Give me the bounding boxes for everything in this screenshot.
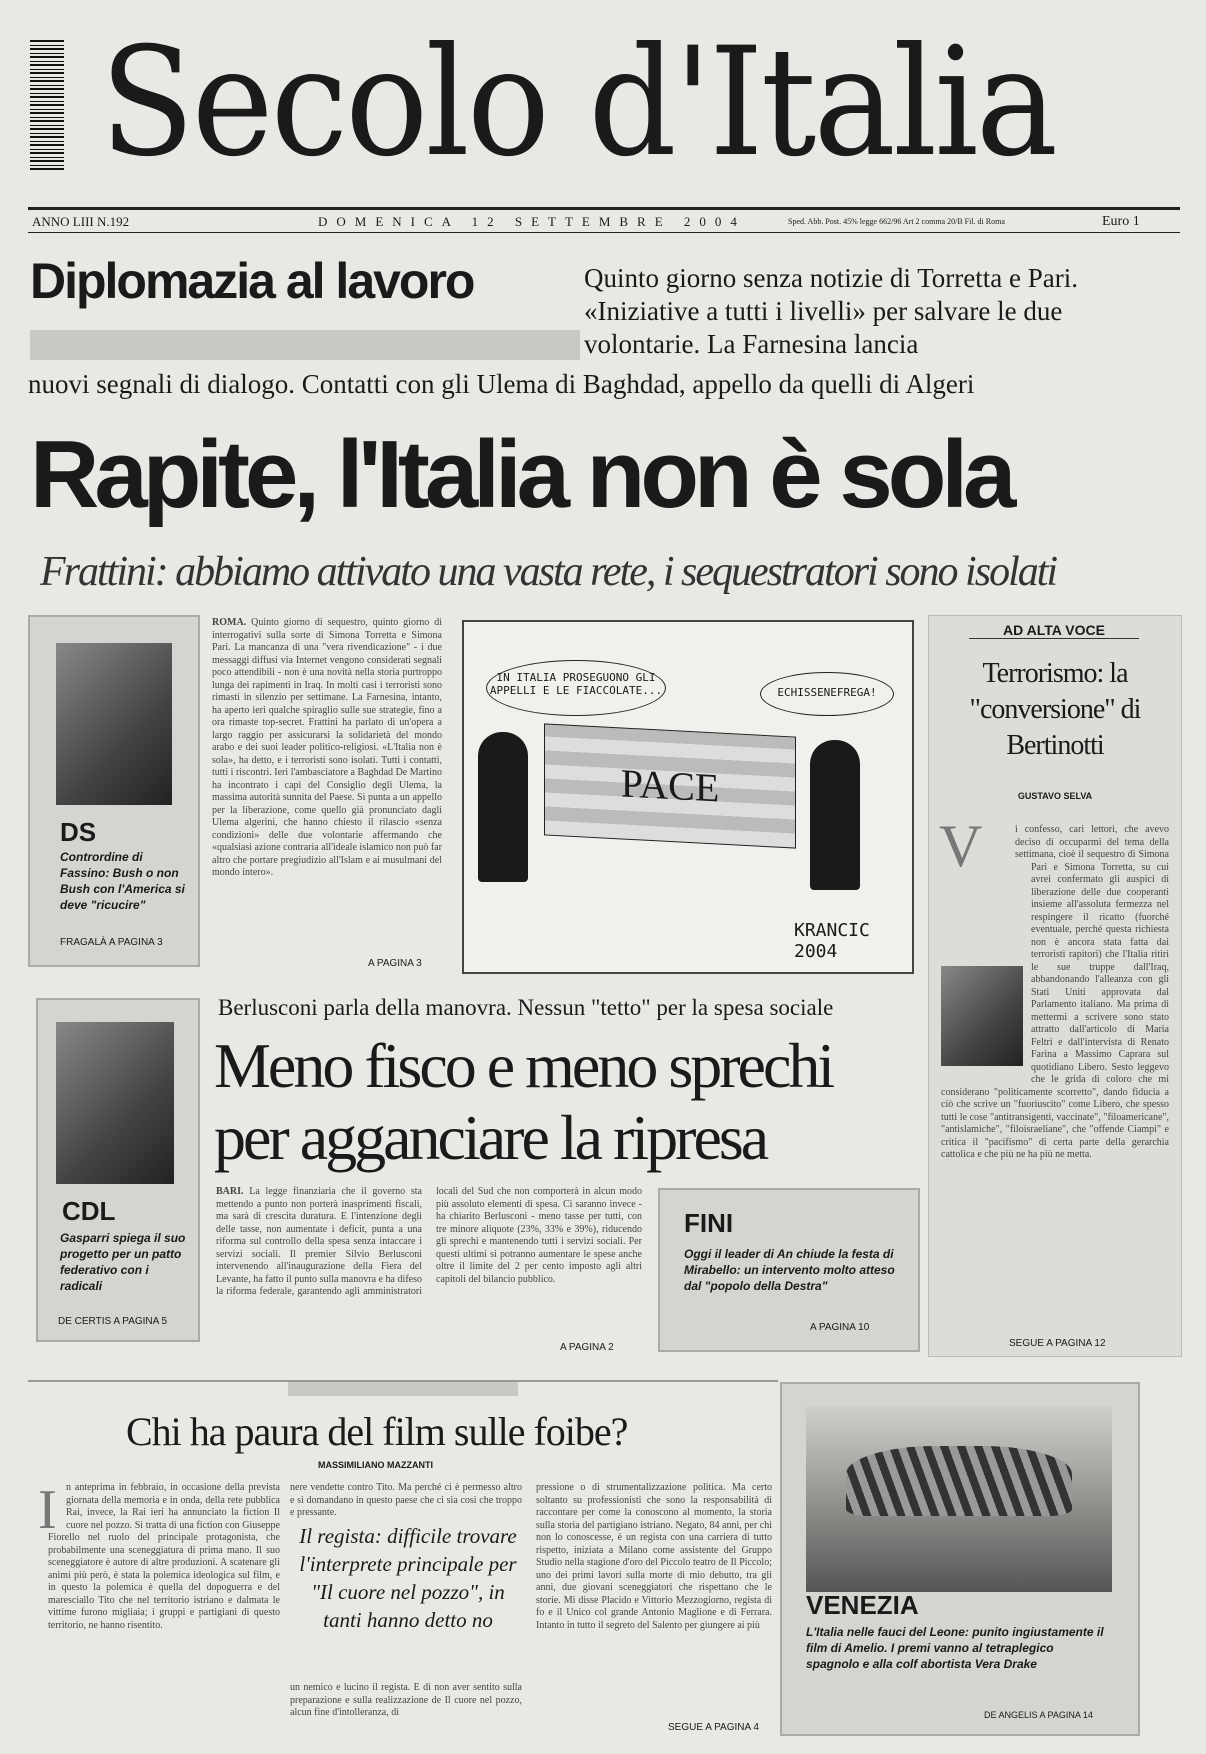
foibe-title: Chi ha paura del film sulle foibe? [126,1409,628,1454]
fini-box[interactable] [658,1188,920,1352]
lead-headline: Rapite, l'Italia non è sola [30,421,1012,528]
cdl-title: CDL [62,1196,116,1226]
opinion-body [941,824,1169,1329]
lead-page-ref: A PAGINA 3 [368,958,422,969]
fini-title: FINI [684,1208,734,1238]
foibe-grey-band [288,1382,518,1396]
speech-bubble-right: ECHISSENEFREGA! [760,672,894,716]
postal-info: Sped. Abb. Post. 45% legge 662/96 Art 2 comma 20/B Fil. di Roma [788,217,1005,226]
terrorist-left-figure [478,732,528,882]
lead-kicker-text-2: nuovi segnali di dialogo. Contatti con gli Ulema di Baghdad, appello da quelli di Algeri [28,369,975,399]
second-headline-1: Meno fisco e meno sprechi [214,1030,833,1101]
lead-kicker: Diplomazia al lavoro [30,253,474,309]
venezia-page-ref: DE ANGELIS A PAGINA 14 [984,1710,1093,1720]
second-article-body [216,1186,642,1354]
masthead-title: Secolo d'Italia [100,16,1056,190]
venezia-box[interactable] [780,1382,1140,1736]
venezia-title: VENEZIA [806,1590,919,1620]
venezia-text: L'Italia nelle fauci del Leone: punito ingiustamente il film di Amelio. I premi vanno al tetraplegico spagnolo e alla colf abortista Vera Drake [806,1625,1104,1671]
cdl-box[interactable] [36,998,200,1342]
opinion-title: Terrorismo: la "conversione" di Bertinotti [969,658,1141,761]
fini-text: Oggi il leader di An chiude la festa di Mirabello: un intervento molto atteso dal "popolo della Destra" [684,1247,895,1293]
opinion-label: AD ALTA VOCE [969,622,1139,639]
foibe-pull-quote: Il regista: difficile trovare l'interprete principale per "Il cuore nel pozzo", in tanti hanno detto no [299,1524,517,1632]
foibe-page-ref: SEGUE A PAGINA 4 [668,1722,759,1733]
peace-banner-text: PACE [620,760,720,811]
lead-article-body [212,617,442,952]
lead-body-text: Quinto giorno di sequestro, quinto giorno di interrogativi sulla sorte di Simona Torretta e Simona Pari. La mancanza di una "vera rivendicazione" - i due messaggi diffusi via Internet vengono considerati segnali poco attendibili - non è una novità nella storia purtroppo lunga dei rapimenti in Iraq. In molti casi i terroristi sono rimasti in silenzio per settimane. La Farnesina, intanto, ha aperto ieri qualche spiraglio sulle sue strategie, fino a ora rimaste top-secret. Frattini ha parlato di un'opera a largo raggio per assicurarsi la solidarietà del mondo arabo e dei suoi leader politico-religiosi. «L'Italia non è sola», ha detto, e i terroristi sono isolati. Tutti i contatti, tutti i riscontri. Ieri l'ambasciatore a Baghdad De Martino ha incontrato i capi del Consiglio degli Ulema, la massima autorità sunnita del Paese. Si punta a un appello per la liberazione, come quello già pronunciato dagli Ulema algerini, che hanno chiesto il rilascio «senza condizioni» delle due volontarie affermando che «qualsiasi azione contraria all'ideale islamico non può far altro che portare pregiudizio all'Islam e ai musulmani del mondo intero». [212,617,442,878]
opinion-page-ref: SEGUE A PAGINA 12 [1009,1338,1106,1349]
second-dateline: BARI. [216,1186,244,1197]
cartoon-signature: KRANCIC 2004 [794,920,870,962]
second-body-text: La legge finanziaria che il governo sta mettendo a punto non porterà inasprimenti fiscali, ma sarà di crescita duratura. E l'intenzione degli delle tasse, non aumentate i deficit, punta a una riforma sul controllo della spesa senza intaccare i servizi sociali. Il premier Silvio Berlusconi intervenendo all'inaugurazione della Fiera del Levante, ha fatto il punto sulla manovra e ha difeso la riforma federale, garantendo agli amministratori locali del Sud che non comporterà in alcun modo più assoluto elementi di spesa. Ci saranno invece - ha chiarito Berlusconi - meno tasse per tutti, con tre minore aliquote (23%, 33% e 39%), riducendo gli sprechi e mantenendo tutti i servizi sociali. Per questi ultimi si potranno aumentare le spese anche oltre il limite del 2 per cento imposto agli altri capitoli del bilancio pubblico. [216,1186,642,1297]
foibe-col-1-text: n anteprima in febbraio, in occasione della prevista giornata della memoria e in onda, della rete pubblica Rai, invece, la Rai ieri ha annunciato la fiction Il cuore nel pozzo. Si tratta di una fiction con Giuseppe Fiorello nel ruolo del principale protagonista, che probabilmente una sceneggiatura di prima mano. Il suo sceneggiatore è autore di altre produzioni. A scatenare gli animi più però, è stata la polemica ideologica sul film, e in questo la polemica è quella del dopoguerra e del maresciallo Tito che nel territorio istriano e dalmata le vittime furono migliaia; i gruppi e partigiani di questo territorio, ne hanno risentito. [48,1482,280,1631]
foibe-col-2: nere vendette contro Tito. Ma perché ci è permesso altro e si domandano in questo paese che ci sia così che troppo e pressante. [290,1482,522,1518]
ds-box[interactable] [28,615,200,967]
cdl-text: Gasparri spiega il suo progetto per un patto federativo con i radicali [60,1231,186,1293]
barcode [30,40,64,170]
opinion-dropcap: V [939,813,983,879]
second-page-ref: A PAGINA 2 [560,1342,614,1353]
issue-number: ANNO LIII N.192 [32,214,130,229]
cdl-page-ref: DE CERTIS A PAGINA 5 [58,1316,168,1327]
venezia-lion-photo [806,1406,1112,1592]
ds-text: Contrordine di Fassino: Bush o non Bush con l'America si deve "ricucire" [60,850,185,912]
lead-dateline: ROMA. [212,617,247,628]
foibe-author: MASSIMILIANO MAZZANTI [318,1460,433,1470]
dropcap-spacer [48,1482,66,1526]
opinion-author: GUSTAVO SELVA [1017,791,1093,801]
dropcap-spacer [941,824,1015,864]
lead-kicker-text: Quinto giorno senza notizie di Torretta e Pari. «Iniziative a tutti i livelli» per salvare le due volontarie. La Farnesina lancia [584,263,1078,359]
opinion-body-text: i confesso, cari lettori, che avevo deciso di occuparmi del tema della settimana, cioè il sequestro di Simona Pari e Simona Torretta, su cui avrei confermato gli auspici di liberazione delle due cooperanti insieme all'assoluta fermezza nel respingere il ricatto (fuorché eventuale, perché questa richiesta non è ancora stata fatta dai terroristi rapitori) che l'Italia ritiri le sue truppe dall'Iraq, abbandonando l'alleanza con gli Stati Uniti approvata dal Parlamento italiano. Ma prima di mettermi a scrivere sono stato attratto dall'articolo di Maria Feltri e dall'intervista di Renato Farina a Massimo Caprara sul quotidiano Libero. Sesto leggevo che le grida di coloro che mi considerano "politicamente scorretto", dando fiducia a ciò che scrive un "fuoriuscito" come Libero, che spesso tutti le cose "antitransigenti, vaccinate", "filoamericane", "antislamiche", "filoisraeliane", che "offende Ciampi" e critica il "pacifismo" di certa parte della gerarchia cattolica e che più ne ha più ne metta. [941,824,1169,1160]
foibe-col-1 [48,1482,280,1732]
foibe-col-3: pressione o di strumentalizzazione politica. Ma certo soltanto su professionisti che sono la responsabilità di raccontare per come la conoscono al momento, la storia sulla storia del partigiano istriano. Negato, 84 anni, per chi non lo conoscesse, è un regista con una carriera di tutto rispetto, iniziata a Milano come assistente del Gruppo Studio nella stagione d'oro del Piccolo teatro de Il Piccolo; uno dei primi lavori sulla morte di mio debutto, tra gli anni, due giovani sceneggiatori che rispettano che le storie. Mi disse Placido e Vittorio Mezzogiorno, regista di fo e il Unico col grande Antonio Maglione e di Ferrara. Intanto in tutto il segreto del Salento per giungere ai più [536,1482,772,1631]
cartoon [462,620,914,974]
second-headline-2: per agganciare la ripresa [214,1102,767,1173]
speech-bubble-left: IN ITALIA PROSEGUONO GLI APPELLI E LE FIACCOLATE... [486,660,666,716]
opinion-column [928,615,1182,1357]
peace-banner [544,723,796,848]
fassino-photo [56,643,172,805]
ds-page-ref: FRAGALÀ A PAGINA 3 [60,937,163,948]
issue-date: DOMENICA 12 SETTEMBRE 2004 [318,214,746,229]
foibe-col-2-tail: un nemico e lucino il regista. E di non aver sentito sulla preparazione e sulla realizzazione de Il cuore nel pozzo, alcun fine d'intolleranza, di [290,1682,522,1718]
lead-subhead: Frattini: abbiamo attivato una vasta rete, i sequestratori sono isolati [40,549,1057,595]
second-kicker: Berlusconi parla della manovra. Nessun "tetto" per la spesa sociale [218,995,834,1020]
gasparri-photo [56,1022,174,1184]
ds-title: DS [60,817,97,847]
fini-page-ref: A PAGINA 10 [810,1322,870,1333]
kicker-grey-band [30,330,580,360]
price: Euro 1 [1102,214,1140,229]
lion-statue [846,1446,1072,1516]
dateline [28,207,1180,233]
foibe-article [28,1380,778,1742]
foibe-dropcap: I [38,1479,57,1541]
terrorist-right-figure [810,740,860,890]
photo-spacer [941,966,1031,1086]
